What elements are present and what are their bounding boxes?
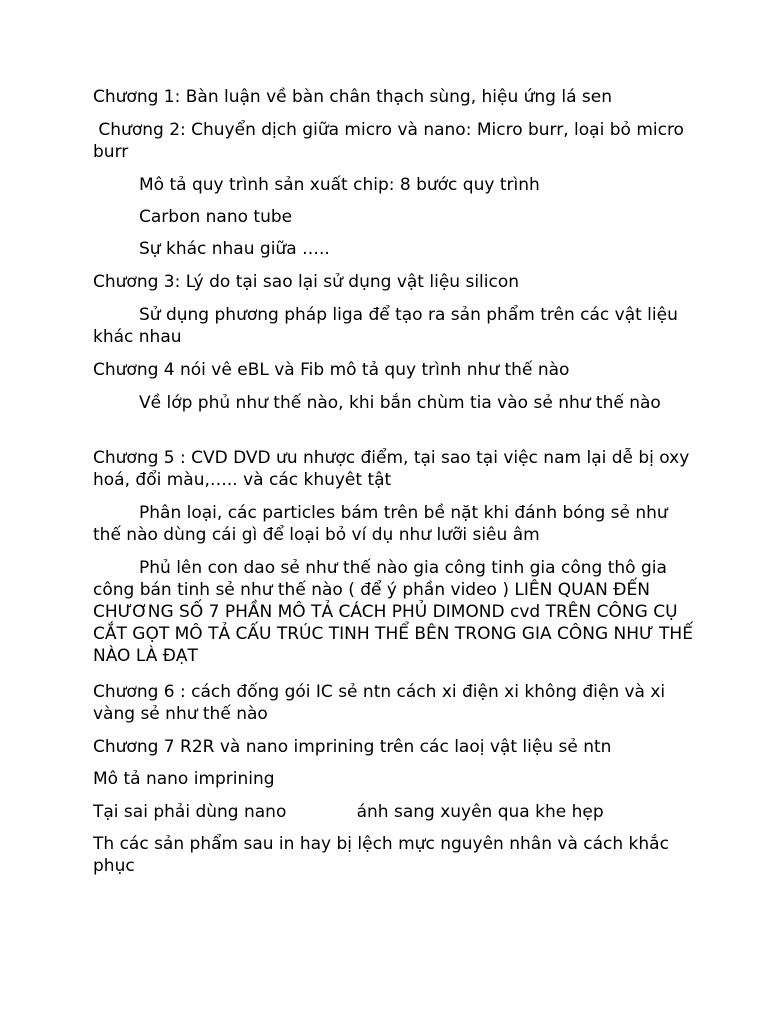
paragraph-carbon-nano-tube: Carbon nano tube [139, 207, 293, 227]
paragraph-coating: Về lớp phủ như thế nào, khi bắn chùm tia vào sẻ như thế nào [139, 393, 661, 413]
paragraph-chapter-3: Chương 3: Lý do tại sao lại sử dụng vật liệu silicon [93, 272, 520, 292]
paragraph-chapter-4: Chương 4 nói vê eBL và Fib mô tả quy trình như thế nào [93, 360, 570, 380]
paragraph-chapter-7: Chương 7 R2R và nano imprining trên các laoị vật liệu sẻ ntn [93, 737, 612, 757]
paragraph-chapter-2: Chương 2: Chuyển dịch giữa micro và nano: Micro burr, loại bỏ micro burr [93, 120, 690, 162]
paragraph-chip-process: Mô tả quy trình sản xuất chip: 8 bước quy trình [139, 175, 540, 195]
paragraph-why-nano: Tại sai phải dùng nano ánh sang xuyên qua khe hẹp [93, 802, 604, 822]
paragraph-knife-coating: Phủ lên con dao sẻ như thế nào gia công tinh gia công thô gia công bán tinh sẻ như thế nào ( để ý phần video ) LIÊN QUAN ĐẾN CHƯƠNG SỐ 7 PHẦN MÔ TẢ CÁCH PHỦ DIMOND cvd TRÊN CÔNG CỤ CẮT GỌT MÔ TẢ CẤU TRÚC TINH THỂ BÊN TRONG GIA CÔNG NHƯ THẾ NÀO LÀ ĐẠT [93, 558, 699, 666]
paragraph-chapter-1: Chương 1: Bàn luận về bàn chân thạch sùng, hiệu ứng lá sen [93, 87, 613, 107]
paragraph-nano-imprinting: Mô tả nano imprining [93, 769, 275, 789]
paragraph-print-offset: Th các sản phẩm sau in hay bị lệch mực nguyên nhân và cách khắc phục [93, 834, 675, 876]
paragraph-chapter-5: Chương 5 : CVD DVD ưu nhược điểm, tại sao tại việc nam lại dễ bị oxy hoá, đổi màu,….. và các khuyêt tật [93, 448, 695, 490]
paragraph-liga: Sử dụng phương pháp liga để tạo ra sản phẩm trên các vật liệu khác nhau [93, 305, 684, 347]
paragraph-difference: Sự khác nhau giữa ….. [139, 239, 330, 259]
paragraph-particles: Phân loại, các particles bám trên bề nặt khi đánh bóng sẻ như thế nào dùng cái gì để loại bỏ ví dụ như lưỡi siêu âm [93, 503, 674, 545]
paragraph-chapter-6: Chương 6 : cách đống gói IC sẻ ntn cách xi điện xi không điện và xi vàng sẻ như thế nào [93, 682, 671, 724]
